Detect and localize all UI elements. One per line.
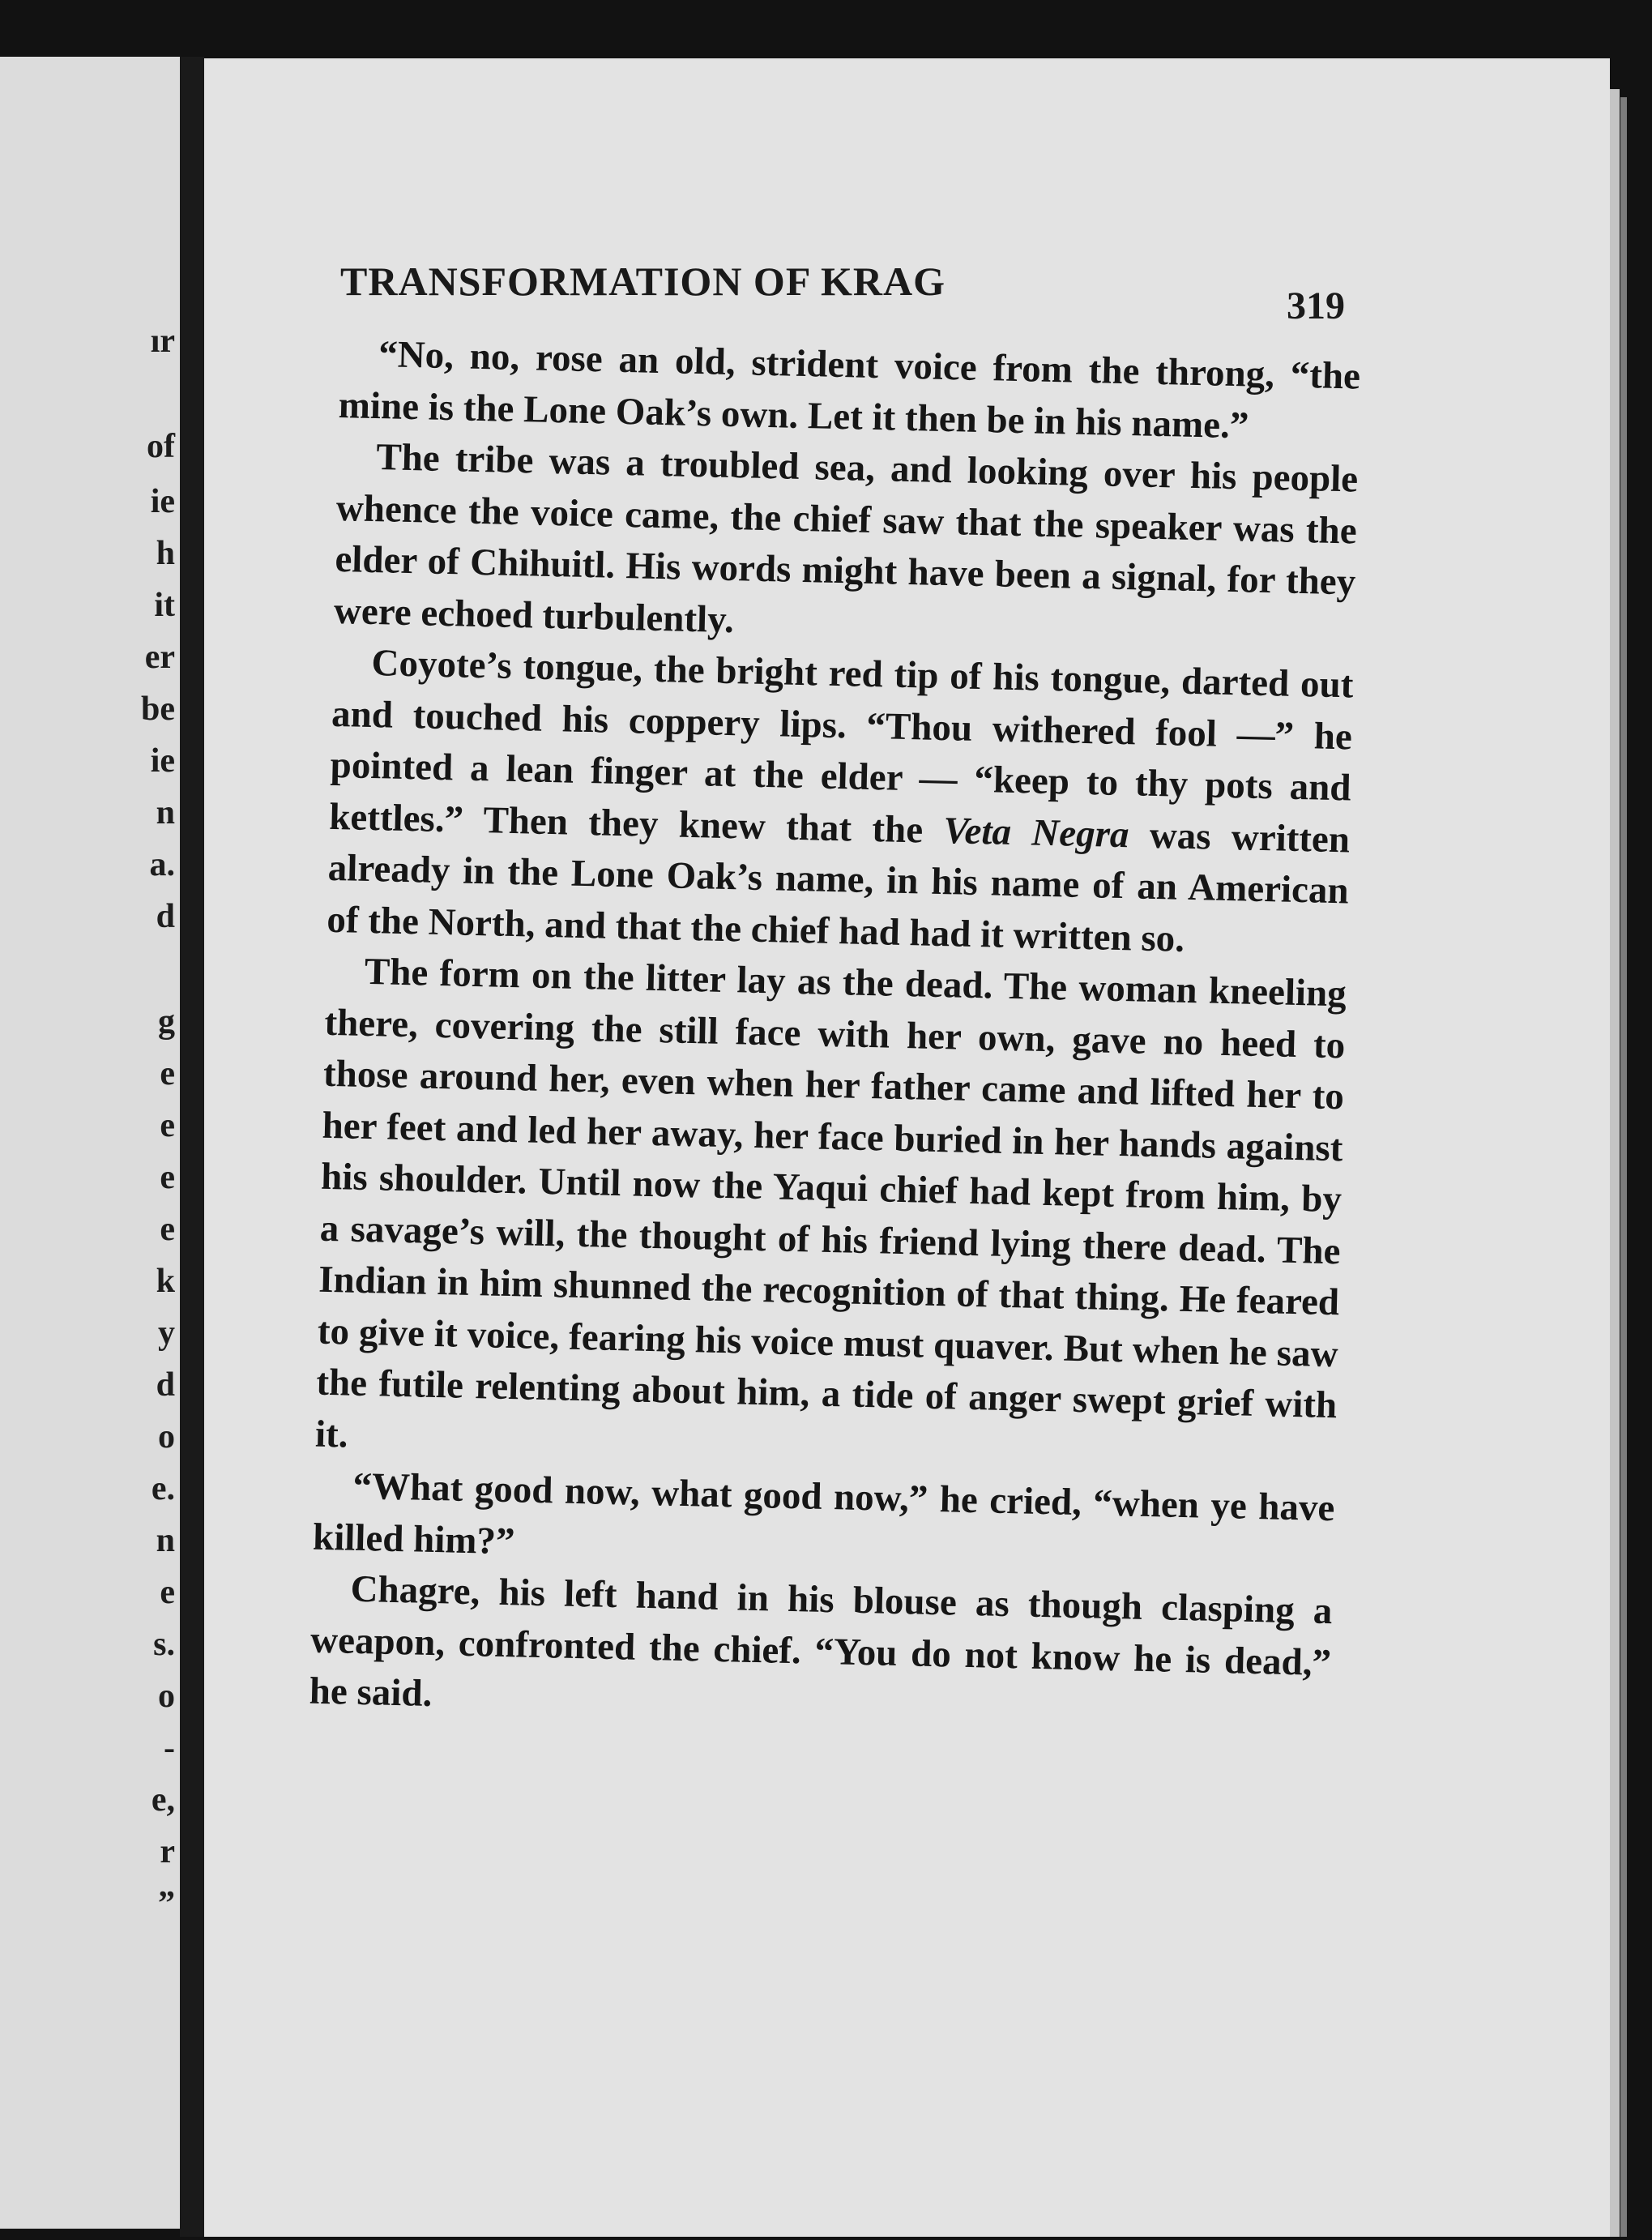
- left-page-fragment: ır: [150, 323, 175, 360]
- left-page-fragment: e: [160, 1055, 175, 1092]
- left-page-fragment: e: [160, 1211, 175, 1248]
- left-page-fragment: of: [147, 428, 175, 465]
- left-page-fragment: n: [156, 1522, 175, 1559]
- left-page-fragment: e.: [151, 1470, 175, 1507]
- left-page-fragment: be: [141, 690, 175, 728]
- left-page-fragment: ie: [150, 742, 175, 780]
- left-page-fragment: k: [156, 1263, 175, 1300]
- running-head: TRANSFORMATION OF KRAG: [340, 259, 946, 304]
- page-edge-shadow: [1620, 97, 1627, 2237]
- left-page-fragment: r: [160, 1833, 175, 1870]
- paragraph: “What good now, what good now,” he cried, “when ye have killed him?”: [312, 1464, 1335, 1562]
- left-page-fragment: a.: [149, 846, 175, 883]
- page-edge: [1610, 89, 1620, 2237]
- left-page-fragment: er: [144, 639, 175, 676]
- left-page-fragment: d: [156, 1366, 175, 1404]
- left-page-fragment: e: [160, 1574, 175, 1611]
- left-page-fragment: ie: [150, 483, 175, 520]
- italic-phrase: Veta Negra: [942, 809, 1130, 856]
- left-page-fragment: d: [156, 898, 175, 935]
- left-page-fragment: o: [158, 1678, 175, 1715]
- left-page-fragment: e: [160, 1107, 175, 1144]
- left-page-fragment: e,: [151, 1781, 175, 1819]
- page-number: 319: [1287, 284, 1345, 327]
- paragraph: The form on the litter lay as the dead. The woman kneeling there, covering the still face with her own, gave no heed to those around her, even when her father came and lifted her to her feet and led her away, her face buried in her hands against his shoulder. Until now the Yaqui chief had kept from him, by a savage’s will, the thought of his friend lying there dead. The Indian in him shunned the recognition of that thing. He feared to give it voice, fearing his voice must quaver. But when he saw the futile relenting about him, a tide of anger swept grief with it.: [314, 950, 1347, 1456]
- left-page-fragment: e: [160, 1159, 175, 1196]
- paragraph-text: Coyote’s tongue, the bright red tip of his tongue, darted out and touched his coppery lips. “Thou withered fool —” he pointed a lean finger at the elder — “keep to thy pots and kettles.” Then they knew that the: [328, 641, 1354, 852]
- left-page-fragment: o: [158, 1418, 175, 1456]
- left-page-fragment: -: [164, 1729, 175, 1767]
- left-page-fragment: s.: [153, 1626, 175, 1663]
- book-spine: [180, 57, 204, 2237]
- left-facing-page: [0, 57, 180, 2229]
- paragraph: The tribe was a troubled sea, and looking over his people whence the voice came, the chief saw that the speaker was the elder of Chihuitl. His words might have been a signal, for they were echoed turbulently.: [333, 436, 1359, 641]
- left-page-fragment: y: [158, 1315, 175, 1352]
- paragraph: Chagre, his left hand in his blouse as though clasping a weapon, confronted the chief. “You do not know he is dead,” he said.: [309, 1567, 1333, 1715]
- paragraph: “No, no, rose an old, strident voice from the throng, “the mine is the Lone Oak’s own. Let it then be in his name.”: [338, 333, 1361, 447]
- body-text: [309, 328, 1361, 1741]
- left-page-fragment: g: [158, 1003, 175, 1041]
- paragraph-text: was written already in the Lone Oak’s name, in his name of an American of the North, and that the chief had had it written so.: [326, 813, 1351, 960]
- left-page-fragment: it: [154, 587, 175, 624]
- left-page-fragment: n: [156, 794, 175, 831]
- paragraph: [327, 637, 1354, 968]
- left-page-fragment: ”: [158, 1885, 175, 1922]
- left-page-fragment: h: [156, 535, 175, 572]
